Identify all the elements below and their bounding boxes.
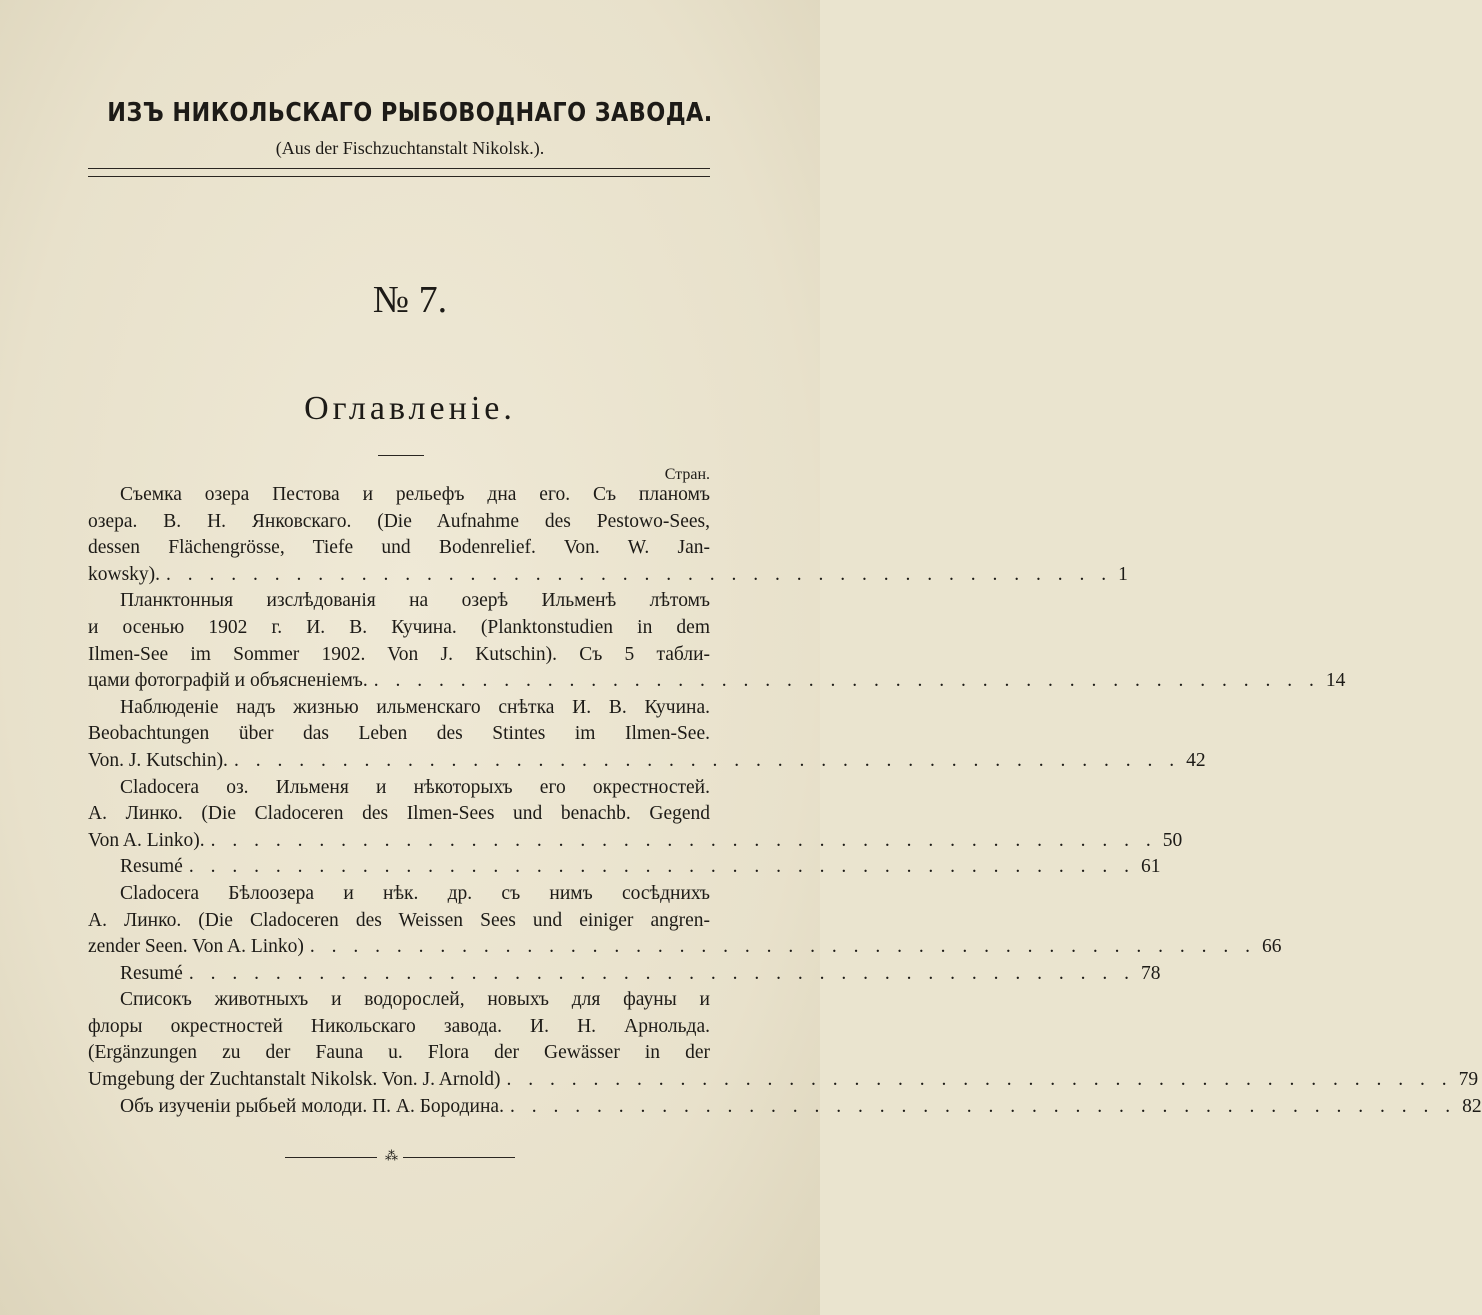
toc-entry (88, 775, 1183, 855)
toc-entry-last-line (88, 828, 1183, 855)
toc-page-number: 42 (1186, 749, 1206, 771)
toc-entry-line: Ilmen-See im Sommer 1902. Von J. Kutschin). Съ 5 табли- (88, 643, 710, 665)
toc-entry (88, 987, 1479, 1093)
toc-entry (120, 961, 1161, 988)
toc-entry-line: А. Линко. (Die Cladoceren des Weissen Sees und einiger angren- (88, 909, 710, 931)
series-subtitle: (Aus der Fischzuchtanstalt Nikolsk.). (275, 138, 545, 158)
toc-entry-line: Beobachtungen über das Leben des Stintes im Ilmen-See. (88, 723, 710, 745)
toc-entry (88, 482, 1128, 588)
toc-page-number: 78 (1140, 962, 1161, 984)
toc-entry-text: Von. J. Kutschin). (88, 749, 228, 771)
toc-entry-line: флоры окрестностей Никольскаго завода. И. Н. Арнольда. (88, 1015, 710, 1037)
toc-entry-last-line (88, 668, 1346, 695)
toc-entry-text: Resumé (120, 856, 183, 878)
page-column-label: Стран. (664, 466, 710, 483)
leader-dots: . . . . . . . . . . . . . . . . . . . . . . . . . . . . . . . . . . . . . . . . . . . . (166, 563, 1113, 585)
toc-entry (88, 881, 1282, 961)
toc-entry-line: Cladocera Бѣлоозера и нѣк. др. съ нимъ сосѣднихъ (120, 882, 710, 904)
leader-dots: . . . . . . . . . . . . . . . . . . . . . . . . . . . . . . . . . . . . . . . . . . . . (233, 749, 1181, 771)
toc-entry-line: Планктонныя изслѣдованія на озерѣ Ильменѣ лѣтомъ (120, 590, 710, 612)
toc-entry-last-line (88, 1067, 1479, 1094)
toc-page-number: 66 (1262, 936, 1282, 958)
double-rule (88, 168, 710, 177)
toc-page-number: 82 (1462, 1095, 1482, 1117)
issue-number: № 7. (372, 279, 448, 321)
leader-dots: . . . . . . . . . . . . . . . . . . . . . . . . . . . . . . . . . . . . . . . . . . . . (509, 1095, 1457, 1117)
toc-page-number: 50 (1162, 829, 1183, 851)
toc-page-number: 14 (1325, 670, 1346, 692)
toc-entry (120, 854, 1161, 881)
contents-title: Оглавленіе. (304, 390, 516, 427)
toc-entry-line: озера. В. Н. Янковскаго. (Die Aufnahme des Pestowo-Sees, (88, 510, 710, 532)
toc-entry-line: Съемка озера Пестова и рельефъ дна его. Съ планомъ (120, 484, 710, 505)
toc-entry-line: А. Линко. (Die Cladoceren des Ilmen-Sees und benachb. Gegend (88, 803, 710, 825)
toc-entry-text: Umgebung der Zuchtanstalt Nikolsk. Von. J. Arnold) (88, 1069, 501, 1091)
leader-dots: . . . . . . . . . . . . . . . . . . . . . . . . . . . . . . . . . . . . . . . . . . . . (373, 670, 1320, 692)
leader-dots: . . . . . . . . . . . . . . . . . . . . . . . . . . . . . . . . . . . . . . . . . . . . (188, 962, 1135, 984)
leader-dots: . . . . . . . . . . . . . . . . . . . . . . . . . . . . . . . . . . . . . . . . . . . . (506, 1069, 1453, 1091)
toc-entry-last-line (88, 748, 1206, 775)
toc-entry-line: Наблюденіе надъ жизнью ильменскаго снѣтка И. В. Кучина. (120, 696, 710, 718)
toc-entry (120, 1094, 1482, 1121)
toc-entry-line: и осенью 1902 г. И. В. Кучина. (Planktonstudien in dem (88, 616, 710, 638)
toc-entry-last-line (120, 1094, 1482, 1121)
toc-entry-last-line (88, 934, 1282, 961)
leader-dots: . . . . . . . . . . . . . . . . . . . . . . . . . . . . . . . . . . . . . . . . . . . . (188, 856, 1135, 878)
toc-entry-last-line (120, 961, 1161, 988)
toc-entry-last-line (120, 854, 1161, 881)
toc-page-number: 79 (1458, 1069, 1479, 1091)
leader-dots: . . . . . . . . . . . . . . . . . . . . . . . . . . . . . . . . . . . . . . . . . . . . (309, 936, 1257, 958)
toc-entry-line: Cladocera оз. Ильменя и нѣкоторыхъ его окрестностей. (120, 776, 710, 798)
toc-page-number: 1 (1118, 563, 1128, 585)
toc-entry-text: kowsky). (88, 563, 161, 585)
toc-entry-text: Объ изученіи рыбьей молоди. П. А. Бородина. (120, 1095, 504, 1117)
leader-dots: . . . . . . . . . . . . . . . . . . . . . . . . . . . . . . . . . . . . . . . . . . . . (210, 829, 1157, 851)
toc-entry-text: zender Seen. Von A. Linko) (88, 936, 304, 958)
toc-entry-text: Von A. Linko). (88, 829, 205, 851)
toc-entry-line: Списокъ животныхъ и водорослей, новыхъ для фауны и (120, 989, 710, 1011)
toc-entry (88, 588, 1346, 694)
table-of-contents (88, 482, 1482, 1120)
toc-page-number: 61 (1140, 856, 1161, 878)
toc-entry (88, 695, 1206, 775)
series-title: ИЗЪ НИКОЛЬСКАГО РЫБОВОДНАГО ЗАВОДА. (107, 98, 713, 128)
toc-entry-line: dessen Flächengrösse, Tiefe und Bodenrelief. Von. W. Jan- (88, 537, 710, 559)
short-rule (378, 455, 424, 456)
toc-entry-text: цами фотографій и объясненіемъ. (88, 670, 368, 692)
toc-entry-last-line (88, 562, 1128, 589)
end-ornament: ⁂ (285, 1153, 515, 1163)
toc-entry-text: Resumé (120, 962, 183, 984)
toc-entry-line: (Ergänzungen zu der Fauna u. Flora der Gewässer in der (88, 1042, 710, 1064)
